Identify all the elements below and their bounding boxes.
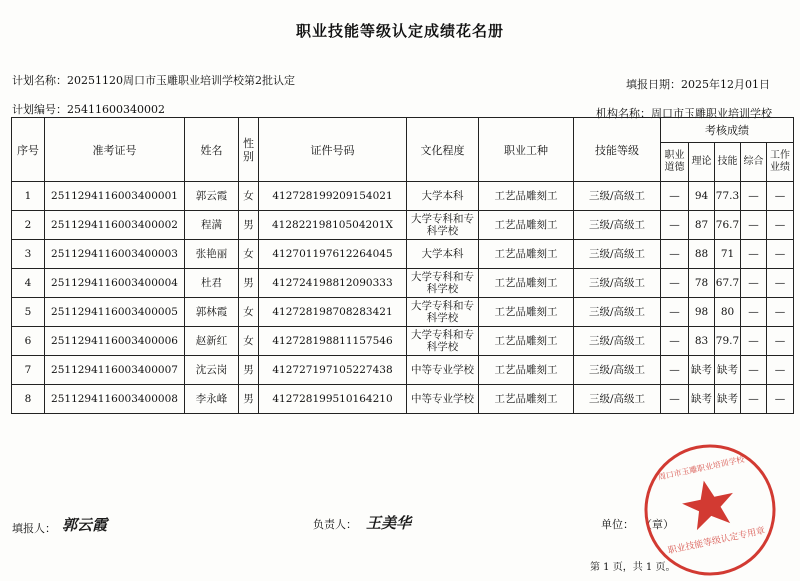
filler-signature: 郭云霞: [62, 516, 108, 534]
cell-overall: —: [741, 182, 767, 211]
cell-performance: —: [767, 182, 794, 211]
cell-id-no: 41282219810504201X: [259, 211, 407, 240]
cell-performance: —: [767, 327, 794, 356]
cell-overall: —: [741, 240, 767, 269]
cell-ethics: —: [661, 182, 689, 211]
unit-label: 单位：: [601, 518, 634, 531]
header-skill-level: 技能等级: [574, 118, 661, 182]
plan-name-label: 计划名称：: [12, 74, 67, 87]
table-row: [12, 240, 794, 269]
cell-name: 郭云霞: [185, 182, 239, 211]
seal-text-bottom: 职业技能等级认定专用章: [667, 526, 767, 557]
header-performance: 工作业绩: [767, 143, 794, 182]
cell-occupation: 工艺品雕刻工: [479, 356, 574, 385]
cell-performance: —: [767, 240, 794, 269]
plan-name: [12, 72, 295, 88]
cell-seq: 3: [12, 240, 45, 269]
cell-education: 大学本科: [407, 240, 479, 269]
cell-gender: 女: [239, 240, 259, 269]
cell-skill: 80: [715, 298, 741, 327]
seal-star-icon: [678, 475, 739, 532]
cell-theory: 88: [689, 240, 715, 269]
cell-occupation: 工艺品雕刻工: [479, 269, 574, 298]
table-row: [12, 298, 794, 327]
table-row: [12, 356, 794, 385]
cell-seq: 4: [12, 269, 45, 298]
header-overall: 综合: [741, 143, 767, 182]
header-id-no: 证件号码: [259, 118, 407, 182]
cell-occupation: 工艺品雕刻工: [479, 211, 574, 240]
cell-overall: —: [741, 327, 767, 356]
cell-theory: 83: [689, 327, 715, 356]
cell-overall: —: [741, 269, 767, 298]
cell-name: 程满: [185, 211, 239, 240]
cell-occupation: 工艺品雕刻工: [479, 298, 574, 327]
cell-performance: —: [767, 385, 794, 414]
filler-label: 填报人：: [12, 522, 56, 535]
cell-gender: 女: [239, 182, 259, 211]
cell-education: 中等专业学校: [407, 356, 479, 385]
plan-name-value: 20251120周口市玉雕职业培训学校第2批认定: [67, 74, 295, 87]
cell-name: 杜君: [185, 269, 239, 298]
header-occupation: 职业工种: [479, 118, 574, 182]
table-row: [12, 269, 794, 298]
fill-date-value: 2025年12月01日: [681, 78, 770, 91]
cell-education: 中等专业学校: [407, 385, 479, 414]
cell-theory: 94: [689, 182, 715, 211]
cell-name: 李永峰: [185, 385, 239, 414]
fill-date: [626, 76, 770, 92]
cell-exam-no: 2511294116003400004: [45, 269, 185, 298]
cell-ethics: —: [661, 385, 689, 414]
cell-level: 三级/高级工: [574, 356, 661, 385]
cell-education: 大学专科和专科学校: [407, 327, 479, 356]
table-row: [12, 182, 794, 211]
cell-id-no: 412724198812090333: [259, 269, 407, 298]
cell-education: 大学专科和专科学校: [407, 269, 479, 298]
header-gender: 性别: [239, 118, 259, 182]
cell-gender: 男: [239, 356, 259, 385]
cell-id-no: 412728199209154021: [259, 182, 407, 211]
cell-occupation: 工艺品雕刻工: [479, 240, 574, 269]
cell-overall: —: [741, 385, 767, 414]
cell-skill: 76.7: [715, 211, 741, 240]
cell-exam-no: 2511294116003400001: [45, 182, 185, 211]
cell-performance: —: [767, 298, 794, 327]
table-row: [12, 211, 794, 240]
cell-gender: 男: [239, 269, 259, 298]
cell-occupation: 工艺品雕刻工: [479, 182, 574, 211]
org-label: 机构名称：: [596, 107, 651, 120]
page-footer: 第 1 页，共 1 页。: [590, 562, 676, 573]
cell-name: 赵新红: [185, 327, 239, 356]
cell-exam-no: 2511294116003400003: [45, 240, 185, 269]
cell-gender: 男: [239, 211, 259, 240]
cell-id-no: 412701197612264045: [259, 240, 407, 269]
cell-theory: 87: [689, 211, 715, 240]
cell-education: 大学本科: [407, 182, 479, 211]
cell-gender: 男: [239, 385, 259, 414]
cell-name: 沈云岗: [185, 356, 239, 385]
header-ethics: 职业道德: [661, 143, 689, 182]
cell-performance: —: [767, 269, 794, 298]
cell-exam-no: 2511294116003400002: [45, 211, 185, 240]
cell-exam-no: 2511294116003400005: [45, 298, 185, 327]
table-row: [12, 385, 794, 414]
cell-skill: 缺考: [715, 356, 741, 385]
cell-occupation: 工艺品雕刻工: [479, 327, 574, 356]
org-value: 周口市玉雕职业培训学校: [651, 107, 772, 120]
cell-seq: 2: [12, 211, 45, 240]
cell-occupation: 工艺品雕刻工: [479, 385, 574, 414]
responsible-label: 负责人：: [313, 518, 357, 531]
cell-performance: —: [767, 356, 794, 385]
cell-theory: 78: [689, 269, 715, 298]
cell-theory: 98: [689, 298, 715, 327]
header-education: 文化程度: [407, 118, 479, 182]
cell-exam-no: 2511294116003400008: [45, 385, 185, 414]
cell-ethics: —: [661, 298, 689, 327]
cell-theory: 缺考: [689, 356, 715, 385]
fill-date-label: 填报日期：: [626, 78, 681, 91]
cell-ethics: —: [661, 269, 689, 298]
table-row: [12, 327, 794, 356]
cell-overall: —: [741, 298, 767, 327]
cell-name: 张艳丽: [185, 240, 239, 269]
cell-level: 三级/高级工: [574, 385, 661, 414]
cell-level: 三级/高级工: [574, 327, 661, 356]
cell-ethics: —: [661, 211, 689, 240]
cell-level: 三级/高级工: [574, 211, 661, 240]
page-title: 职业技能等级认定成绩花名册: [295, 22, 504, 40]
cell-ethics: —: [661, 240, 689, 269]
plan-no-value: 25411600340002: [67, 103, 165, 116]
plan-no-label: 计划编号：: [12, 103, 67, 116]
seal-text-top: 周口市玉雕职业培训学校: [657, 454, 746, 482]
cell-seq: 6: [12, 327, 45, 356]
plan-no: [12, 101, 165, 117]
cell-theory: 缺考: [689, 385, 715, 414]
cell-id-no: 412727197105227438: [259, 356, 407, 385]
cell-level: 三级/高级工: [574, 298, 661, 327]
cell-exam-no: 2511294116003400007: [45, 356, 185, 385]
header-exam-no: 准考证号: [45, 118, 185, 182]
header-scores: 考核成绩: [661, 118, 794, 143]
cell-id-no: 412728199510164210: [259, 385, 407, 414]
cell-skill: 77.3: [715, 182, 741, 211]
header-seq: 序号: [12, 118, 45, 182]
responsible-signature: 王美华: [366, 514, 412, 532]
cell-seq: 7: [12, 356, 45, 385]
cell-skill: 67.7: [715, 269, 741, 298]
cell-seq: 8: [12, 385, 45, 414]
cell-skill: 缺考: [715, 385, 741, 414]
cell-gender: 女: [239, 327, 259, 356]
cell-name: 郭林霞: [185, 298, 239, 327]
cell-gender: 女: [239, 298, 259, 327]
cell-level: 三级/高级工: [574, 240, 661, 269]
header-name: 姓名: [185, 118, 239, 182]
cell-overall: —: [741, 356, 767, 385]
score-table: [11, 117, 794, 414]
unit-seal-mark: （章）: [641, 518, 674, 531]
cell-education: 大学专科和专科学校: [407, 298, 479, 327]
cell-level: 三级/高级工: [574, 182, 661, 211]
cell-performance: —: [767, 211, 794, 240]
cell-seq: 5: [12, 298, 45, 327]
header-skill: 技能: [715, 143, 741, 182]
cell-ethics: —: [661, 327, 689, 356]
cell-level: 三级/高级工: [574, 269, 661, 298]
cell-education: 大学专科和专科学校: [407, 211, 479, 240]
cell-exam-no: 2511294116003400006: [45, 327, 185, 356]
cell-id-no: 412728198811157546: [259, 327, 407, 356]
cell-seq: 1: [12, 182, 45, 211]
cell-id-no: 412728198708283421: [259, 298, 407, 327]
cell-ethics: —: [661, 356, 689, 385]
cell-skill: 71: [715, 240, 741, 269]
cell-overall: —: [741, 211, 767, 240]
header-theory: 理论: [689, 143, 715, 182]
cell-skill: 79.7: [715, 327, 741, 356]
